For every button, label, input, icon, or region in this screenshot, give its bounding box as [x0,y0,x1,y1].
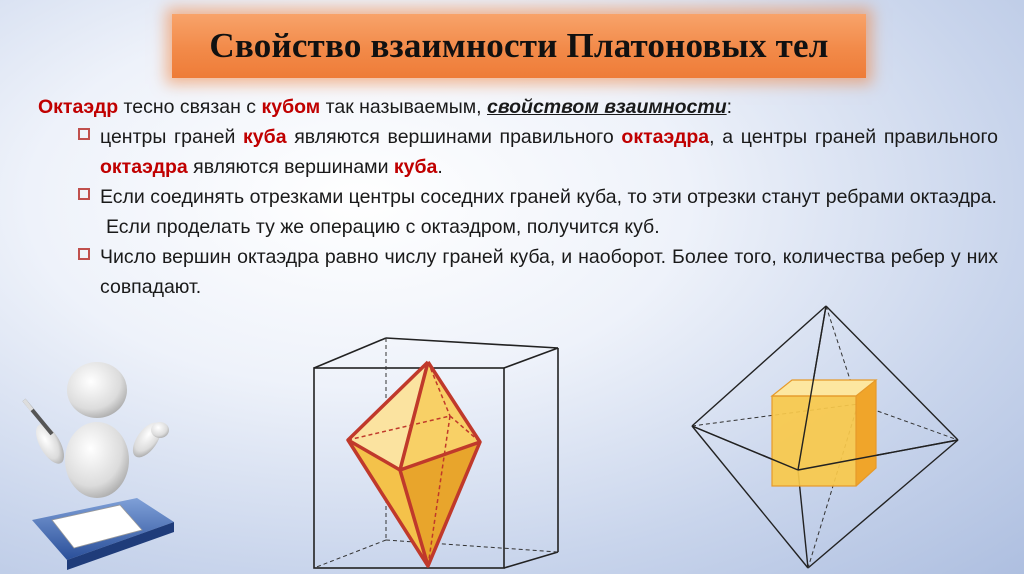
b1-g: являются вершинами [187,156,394,178]
bullet-item-3 [38,242,998,302]
b1-a: центры граней [100,126,244,148]
term-duality: свойством взаимности [487,96,727,118]
term-octahedron: Октаэдр [38,96,119,118]
title-banner [172,14,866,78]
checkbox-bullet-icon [78,128,90,140]
plain-line-3: Если проделать ту же операцию с октаэдром, получится куб. [106,216,660,238]
bullet-item-1 [38,122,998,182]
intro-text-1: тесно связан с [118,96,262,118]
octahedron-in-cube [300,330,570,574]
intro-line [38,92,998,122]
b1-c: являются вершинами правильного [286,126,622,148]
intro-text-2: так называемым, [320,96,487,118]
b1-e: , а центры граней правильного [709,126,998,148]
checkbox-bullet-icon [78,248,90,260]
bullet-item-2 [38,182,998,212]
bullet-3-text: Число вершин октаэдра равно числу граней куба, и наоборот. Более того, количества ребер у них совпадают. [100,246,998,298]
b1-d: октаэдра [621,126,710,148]
bullet-2-text: Если соединять отрезками центры соседних граней куба, то эти отрезки станут ребрами октаэдра. [100,186,997,208]
cube-in-octahedron [688,300,978,574]
content-text [38,92,998,302]
b1-h: куба [393,156,438,178]
checkbox-bullet-icon [78,188,90,200]
intro-text-3: : [726,96,733,118]
term-cube: кубом [261,96,321,118]
b1-b: куба [243,126,287,148]
page-title: Свойство взаимности Платоновых тел [209,26,829,65]
b1-f: октаэдра [100,156,188,178]
figure-thinking-person [12,360,182,570]
b1-i: . [437,156,443,178]
